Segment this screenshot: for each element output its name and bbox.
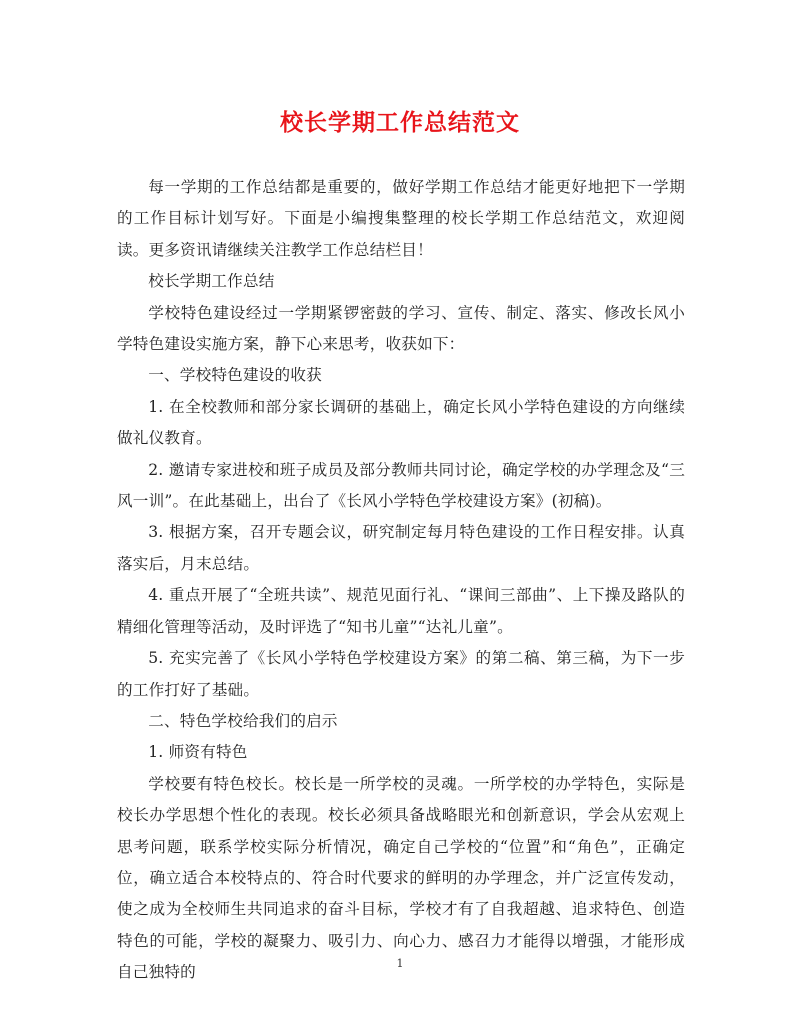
list-item: 1. 在全校教师和部分家长调研的基础上，确定长风小学特色建设的方向继续做礼仪教育。 xyxy=(117,397,685,448)
list-item: 5. 充实完善了《长风小学特色学校建设方案》的第二稿、第三稿，为下一步的工作打好了基础。 xyxy=(117,649,685,699)
list-item: 2. 邀请专家进校和班子成员及部分教师共同讨论，确定学校的办学理念及“三风一训”。在此基础上，出台了《长风小学特色学校建设方案》(初稿)。 xyxy=(117,460,685,511)
section-heading: 二、特色学校给我们的启示 xyxy=(148,711,338,730)
intro-paragraph: 每一学期的工作总结都是重要的，做好学期工作总结才能更好地把下一学期的工作目标计划写好。下面是小编搜集整理的校长学期工作总结范文，欢迎阅读。更多资讯请继续关注教学工作总结栏目！ xyxy=(117,178,685,259)
body-paragraph: 学校特色建设经过一学期紧锣密鼓的学习、宣传、制定、落实、修改长风小学特色建设实施方案，静下心来思考，收获如下： xyxy=(117,303,685,354)
list-item: 3. 根据方案，召开专题会议，研究制定每月特色建设的工作日程安排。认真落实后，月末总结。 xyxy=(117,523,685,573)
section-heading: 一、学校特色建设的收获 xyxy=(148,366,322,385)
body-paragraph: 学校要有特色校长。校长是一所学校的灵魂。一所学校的办学特色，实际是校长办学思想个性化的表现。校长必须具备战略眼光和创新意识，学会从宏观上思考问题，联系学校实际分析情况，确定自己学校的“位置”和“角色”，正确定位，确立适合本校特点的、符合时代要求的鲜明的办学理念，并广泛宣传发动，使之成为全校师生共同追求的奋斗目标，学校才有了自我超越、追求特色、创造特色的可能，学校的凝聚力、吸引力、向心力、感召力才能得以增强，才能形成自己独特的 xyxy=(117,774,685,982)
document-title: 校长学期工作总结范文 xyxy=(280,110,520,136)
subsection-heading: 1. 师资有特色 xyxy=(148,743,248,762)
section-heading: 校长学期工作总结 xyxy=(148,272,275,291)
document-body xyxy=(117,172,685,989)
page-number: 1 xyxy=(396,957,404,970)
list-item: 4. 重点开展了“全班共读”、规范见面行礼、“课间三部曲”、上下操及路队的精细化管理等活动，及时评选了“知书儿童”“达礼儿童”。 xyxy=(117,586,685,636)
